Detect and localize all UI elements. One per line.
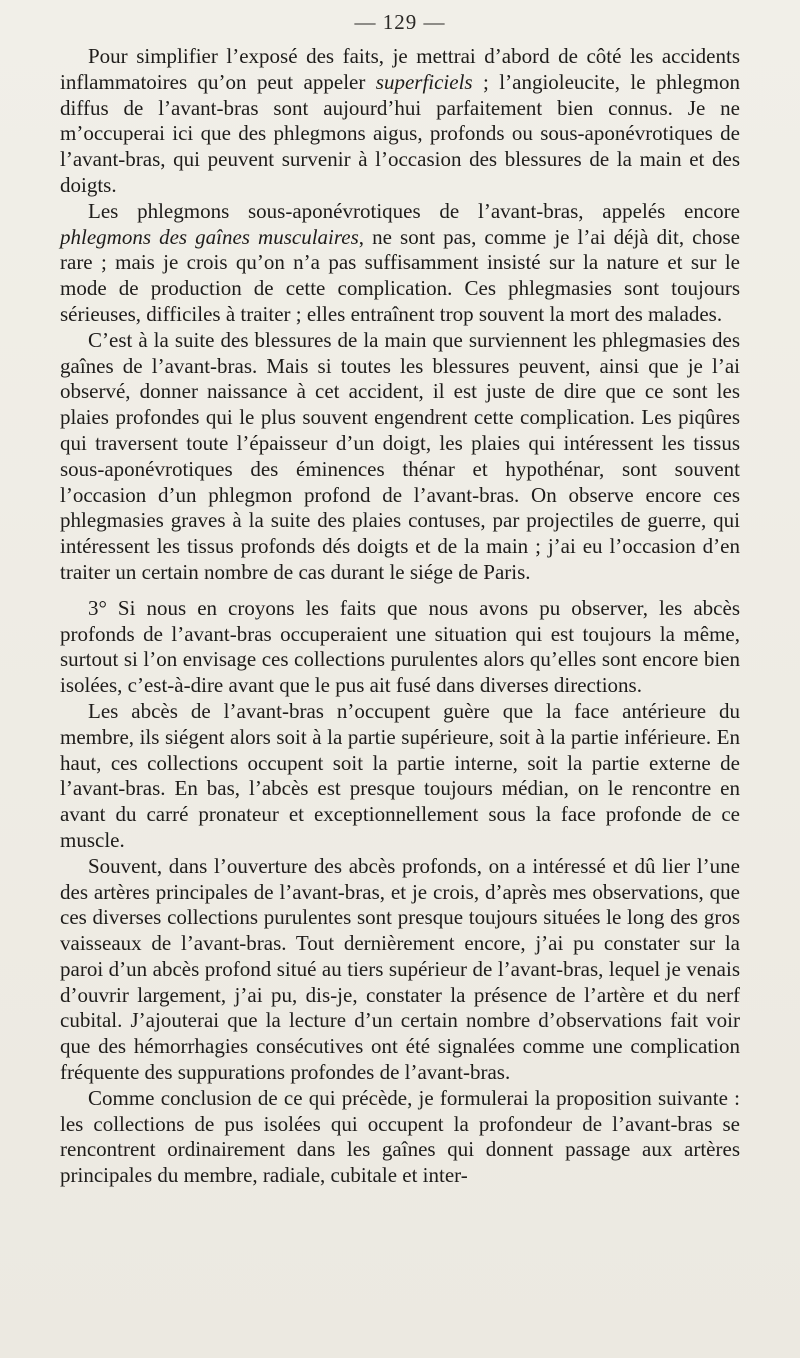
paragraph-5: Les abcès de l’avant-bras n’occupent guère que la face antérieure du membre, ils siégent alors soit à la partie supérieure, soit à la partie inférieure. En haut, ces collections occupent soit la partie interne, soit la partie externe de l’avant-bras. En bas, l’abcès est presque toujours médian, on le rencontre en avant du carré pronateur et exceptionnellement sous la face profonde de ce muscle.	[60, 698, 740, 852]
paragraph-1	[60, 44, 740, 199]
body-text	[60, 44, 740, 1189]
paragraph-2-text-cont: , ne sont pas, comme je l’ai déjà dit, chose rare ; mais je crois qu’on n’a pas suffisamment insisté sur la nature et sur le mode de production de cette complication. Ces phlegmasies sont toujours sérieuses, difficiles à traiter ; elles entraînent trop souvent la mort des malades.	[60, 224, 740, 326]
paragraph-4-section-3: 3° Si nous en croyons les faits que nous avons pu observer, les abcès profonds de l’avant-bras occuperaient une situation qui est toujours la même, surtout si l’on envisage ces collections purulentes alors qu’elles sont encore bien isolées, c’est-à-dire avant que le pus ait fusé dans diverses directions.	[60, 595, 740, 698]
paragraph-2	[60, 199, 740, 328]
paragraph-1-italic-term: superficiels	[375, 69, 473, 94]
paragraph-3: C’est à la suite des blessures de la main que surviennent les phlegmasies des gaînes de l’avant-bras. Mais si toutes les blessures peuvent, ainsi que je l’ai observé, donner naissance à cet accident, il est juste de dire que ce sont les plaies profondes qui le plus souvent engendrent cette complication. Les piqûres qui traversent toute l’épaisseur d’un doigt, les plaies qui intéressent les tissus sous-aponévrotiques des éminences thénar et hypothénar, sont souvent l’occasion d’un phlegmon profond de l’avant-bras. On observe encore ces phlegmasies graves à la suite des plaies contuses, par projectiles de guerre, qui intéressent les tissus profonds dés doigts et de la main ; j’ai eu l’occasion d’en traiter un certain nombre de cas durant le siége de Paris.	[60, 327, 740, 584]
paragraph-1-text: Pour simplifier l’exposé des faits, je mettrai d’abord de côté les accidents inflammatoires qu’on peut appeler	[60, 44, 740, 94]
page-number: — 129 —	[354, 10, 446, 34]
paragraph-7: Comme conclusion de ce qui précède, je formulerai la proposition suivante : les collections de pus isolées qui occupent la profondeur de l’avant-bras se rencontrent ordinairement dans les gaînes qui donnent passage aux artères principales du membre, radiale, cubitale et inter-	[60, 1085, 740, 1188]
paragraph-2-text: Les phlegmons sous-aponévrotiques de l’avant-bras, appelés encore	[88, 198, 740, 223]
paragraph-2-italic-term: phlegmons des gaînes musculaires	[60, 224, 359, 249]
paragraph-6: Souvent, dans l’ouverture des abcès profonds, on a intéressé et dû lier l’une des artères principales de l’avant-bras, et je crois, d’après mes observations, que ces diverses collections purulentes sont presque toujours situées le long des gros vaisseaux de l’avant-bras. Tout dernièrement encore, j’ai pu constater sur la paroi d’un abcès profond situé au tiers supérieur de l’avant-bras, lequel je venais d’ouvrir largement, j’ai pu, dis-je, constater la présence de l’artère et du nerf cubital. J’ajouterai que la lecture d’un certain nombre d’observations fait voir que des hémorrhagies consécutives ont été signalées comme une complication fréquente des suppurations profondes de l’avant-bras.	[60, 853, 740, 1085]
paragraph-1-text-cont: ; l’angioleucite, le phlegmon diffus de l’avant-bras sont aujourd’hui parfaitement bien connus. Je ne m’occuperai ici que des phlegmons aigus, profonds ou sous-aponévrotiques de l’avant-bras, qui peuvent survenir à l’occasion des blessures de la main et des doigts.	[60, 69, 740, 197]
